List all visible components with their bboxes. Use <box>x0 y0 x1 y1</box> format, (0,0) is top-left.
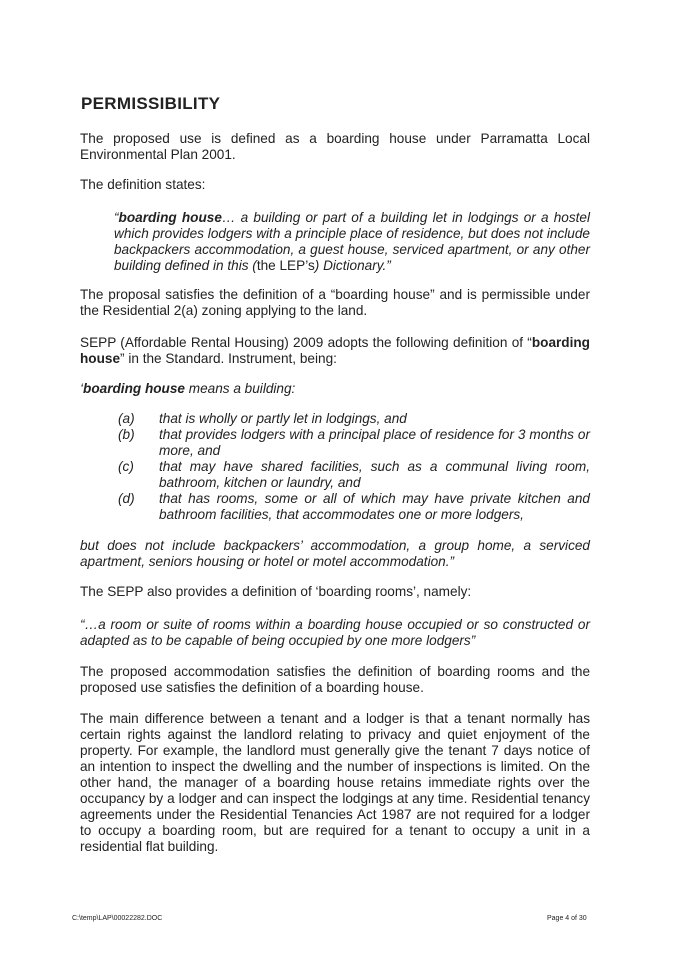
list-marker: (c) <box>118 459 134 474</box>
list-marker: (b) <box>118 427 135 442</box>
paragraph-sepp-adopts <box>80 335 590 367</box>
quote-text: … a building or part of a building let in lodgings or a hostel which provides lodgers with a principle place of residence, but does not include backpackers accommodation, a guest house, serviced apartment, or any other building defined in this ( <box>114 210 590 273</box>
quote-open: “ <box>114 210 119 225</box>
list-text: that has rooms, some or all of which may have private kitchen and bathroom facilities, that accommodates one or more lodgers, <box>159 491 590 522</box>
list-text: that provides lodgers with a principal place of residence for 3 months or more, and <box>159 427 590 458</box>
sepp-term: boarding house <box>83 381 185 396</box>
defined-term: boarding house <box>118 210 222 225</box>
list-text: that may have shared facilities, such as a communal living room, bathroom, kitchen or laundry, and <box>159 459 590 490</box>
quote-upright-text: the LEP’s <box>256 258 315 273</box>
list-marker: (d) <box>118 491 135 506</box>
paragraph-exclusions: but does not include backpackers’ accommodation, a group home, a serviced apartment, seniors housing or hotel or motel accommodation.” <box>80 538 590 569</box>
footer-file-path: C:\temp\LAP\00022282.DOC <box>72 915 163 922</box>
paragraph-definition-intro: The definition states: <box>80 177 206 192</box>
list-marker: (a) <box>118 411 135 426</box>
lep-definition-quote <box>114 210 590 274</box>
paragraph-tenant-vs-lodger: The main difference between a tenant and a lodger is that a tenant normally has certain rights against the landlord relating to privacy and quiet enjoyment of the property. For example, the landlord must generally give the tenant 7 days notice of an intention to inspect the dwelling and the number of inspections is limited. On the other hand, the manager of a boarding house retains immediate rights over the occupancy by a lodger and can inspect the lodgings at any time. Residential tenancy agreements under the Residential Tenancies Act 1987 are not required for a lodger to occupy a boarding room, but are required for a tenant to occupy a unit in a residential flat building. <box>80 711 590 854</box>
p4-term: boarding house <box>80 335 590 366</box>
list-text: that is wholly or partly let in lodgings, and <box>159 411 407 426</box>
paragraph-accommodation-satisfies: The proposed accommodation satisfies the definition of boarding rooms and the proposed use satisfies the definition of a boarding house. <box>80 664 590 695</box>
p4-post: ” in the Standard. Instrument, being: <box>120 351 337 366</box>
paragraph-boarding-rooms-intro: The SEPP also provides a definition of ‘boarding rooms’, namely: <box>80 584 472 599</box>
footer-page-number: Page 4 of 30 <box>547 915 587 922</box>
sepp-open: ‘ <box>80 381 84 396</box>
sepp-text: means a building: <box>184 381 296 396</box>
sepp-definition-lead <box>80 381 590 397</box>
boarding-rooms-quote: “…a room or suite of rooms within a boarding house occupied or so constructed or adapted as to be capable of being occupied by one more lodgers” <box>80 617 590 648</box>
paragraph-proposed-use: The proposed use is defined as a boarding house under Parramatta Local Environmental Plan 2001. <box>80 131 590 162</box>
quote-close: ) Dictionary.” <box>314 258 391 273</box>
section-heading: PERMISSIBILITY <box>81 94 221 113</box>
paragraph-satisfies-definition: The proposal satisfies the definition of a “boarding house” and is permissible under the Residential 2(a) zoning applying to the land. <box>80 287 590 318</box>
p4-pre: SEPP (Affordable Rental Housing) 2009 adopts the following definition of “ <box>80 335 532 350</box>
